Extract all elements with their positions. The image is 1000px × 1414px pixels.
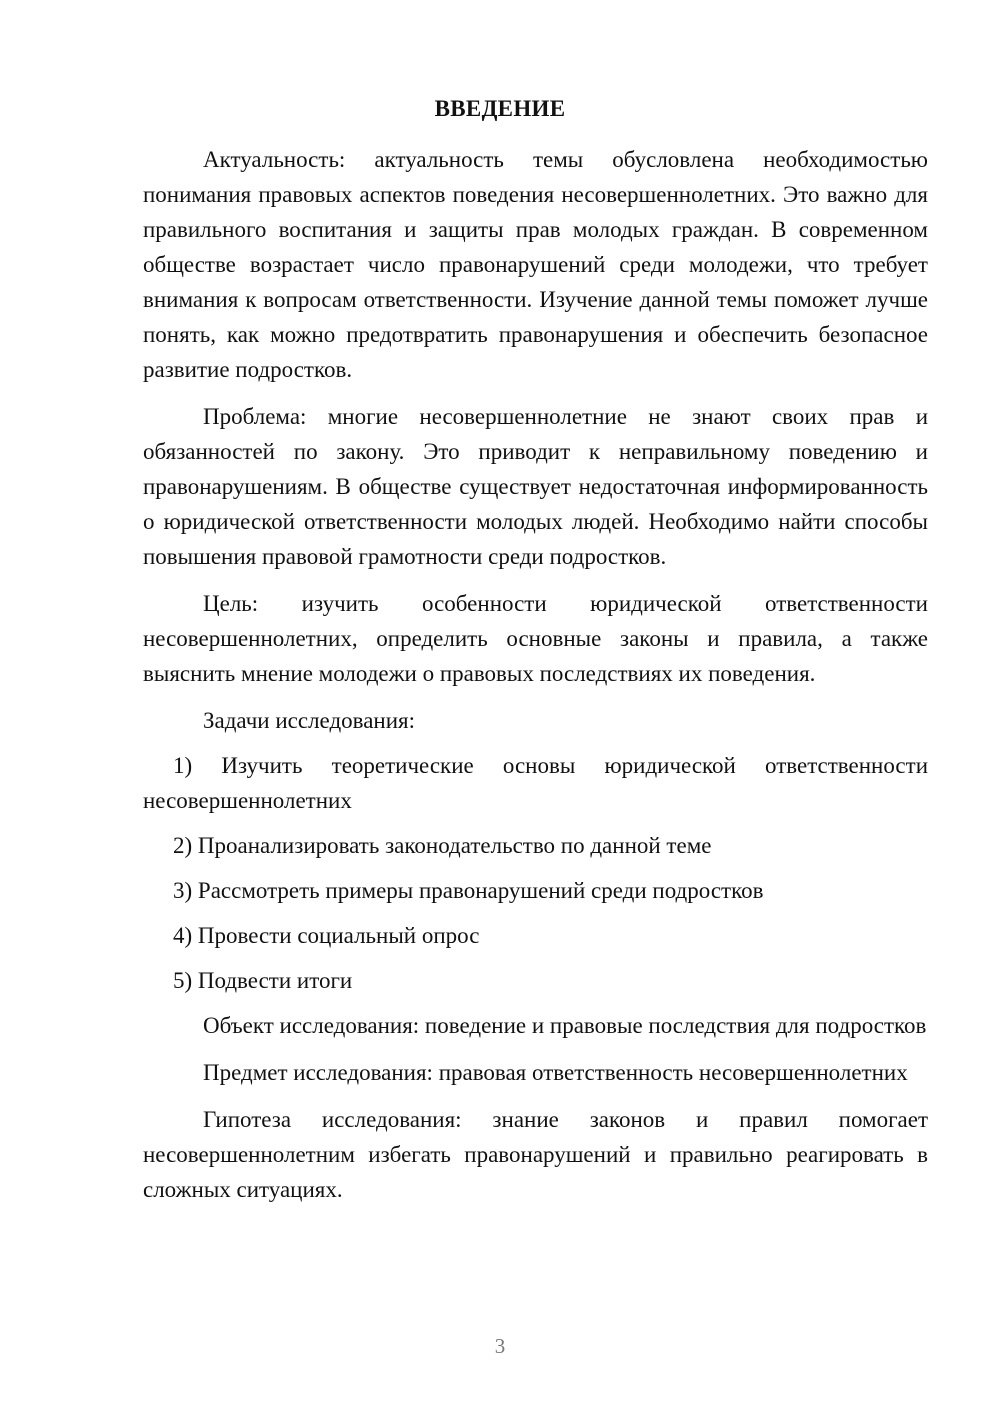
list-item: 2) Проанализировать законодательство по данной теме <box>173 833 712 858</box>
tasks-list <box>143 748 928 998</box>
paragraph-hypothesis: Гипотеза исследования: знание законов и правил помогает несовершеннолетним избегать правонарушений и правильно реагировать в сложных ситуациях. <box>143 1107 928 1202</box>
page-number: 3 <box>494 1334 506 1358</box>
list-item: 3) Рассмотреть примеры правонарушений среди подростков <box>173 878 764 903</box>
list-item: 1) Изучить теоретические основы юридической ответственности несовершеннолетних <box>143 753 928 813</box>
page-title: ВВЕДЕНИЕ <box>434 96 566 121</box>
tasks-heading: Задачи исследования: <box>203 708 416 733</box>
paragraph-object: Объект исследования: поведение и правовые последствия для подростков <box>203 1013 927 1038</box>
document-body <box>143 142 928 1207</box>
paragraph-problem: Проблема: многие несовершеннолетние не знают своих прав и обязанностей по закону. Это приводит к неправильному поведению и правонарушениям. В обществе существует недостаточная информированность о юридической ответственности молодых людей. Необходимо найти способы повышения правовой грамотности среди подростков. <box>143 404 928 569</box>
paragraph-relevance: Актуальность: актуальность темы обусловлена необходимостью понимания правовых аспектов поведения несовершеннолетних. Это важно для правильного воспитания и защиты прав молодых граждан. В современном обществе возрастает число правонарушений среди молодежи, что требует внимания к вопросам ответственности. Изучение данной темы поможет лучше понять, как можно предотвратить правонарушения и обеспечить безопасное развитие подростков. <box>143 147 928 382</box>
paragraph-subject: Предмет исследования: правовая ответственность несовершеннолетних <box>203 1060 908 1085</box>
list-item: 5) Подвести итоги <box>173 968 353 993</box>
list-item: 4) Провести социальный опрос <box>173 923 480 948</box>
paragraph-goal: Цель: изучить особенности юридической ответственности несовершеннолетних, определить основные законы и правила, а также выяснить мнение молодежи о правовых последствиях их поведения. <box>143 591 928 686</box>
